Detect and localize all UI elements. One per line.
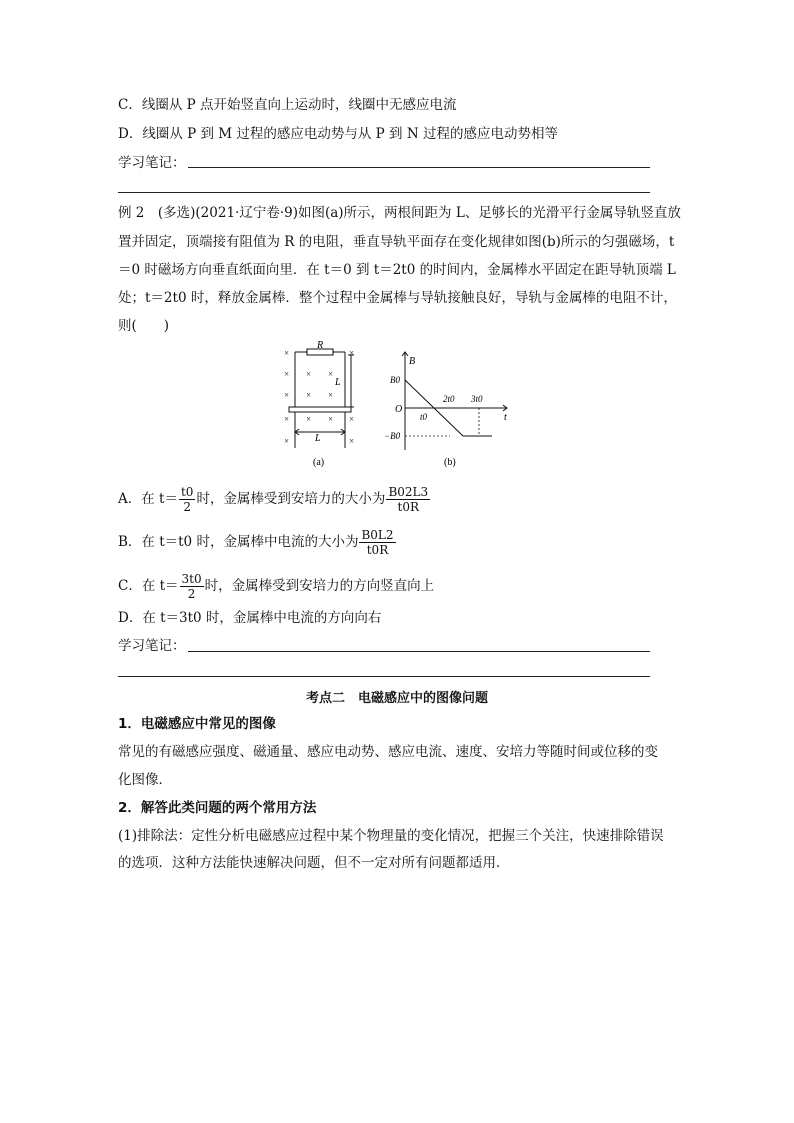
example2-line2: 置并固定，顶端接有阻值为 R 的电阻，垂直导轨平面存在变化规律如图(b)所示的匀强磁场，t [118, 234, 675, 250]
cross-mark: × [349, 436, 355, 446]
cross-mark: × [328, 369, 334, 379]
divider-1 [118, 192, 650, 193]
option-d-prev: D．线圈从 P 到 M 过程的感应电动势与从 P 到 N 过程的感应电动势相等 [118, 126, 558, 142]
option-c-prev: C．线圈从 P 点开始竖直向上运动时，线圈中无感应电流 [118, 97, 457, 113]
option-a: A．在 t＝ $\frac{t0}{2}$ 时，金属棒受到安培力的大小为 $\frac{B02L3}{t0R}$ [118, 485, 429, 514]
cross-mark: × [306, 414, 312, 424]
study-notes-label-1: 学习笔记： [118, 155, 186, 171]
option-b: B．在 t＝t0 时，金属棒中电流的大小为 $\frac{B0L2}{t0R}$ [118, 528, 394, 557]
example2-line3: ＝0 时磁场方向垂直纸面向里．在 t＝0 到 t＝2t0 的时间内，金属棒水平固定在距导轨顶端 L [118, 262, 676, 278]
cross-mark: × [284, 436, 290, 446]
graph-guides [405, 408, 479, 436]
t-axis-label: t [504, 412, 507, 423]
cross-mark: × [284, 390, 290, 400]
origin-label: O [395, 404, 403, 415]
fraction-t0-over-2: $\frac{t0}{2}$ [180, 485, 194, 514]
item2-text1: (1)排除法：定性分析电磁感应过程中某个物理量的变化情况，把握三个关注，快速排除错误 [118, 828, 664, 844]
cross-mark: × [306, 369, 312, 379]
cross-mark: × [328, 414, 334, 424]
2t0-label: 2t0 [443, 394, 455, 404]
force-formula: $\frac{B02L3}{t0R}$ [388, 485, 429, 514]
example2-line1: 例 2 (多选)(2021·辽宁卷·9)如图(a)所示，两根间距为 L、足够长的光滑平行金属导轨竖直放 [118, 205, 681, 221]
item2-text2: 的选项．这种方法能快速解决问题，但不一定对所有问题都适用． [118, 855, 510, 871]
divider-2 [118, 676, 650, 677]
3t0-label: 3t0 [471, 394, 483, 404]
cross-mark: × [328, 390, 334, 400]
current-formula: $\frac{B0L2}{t0R}$ [361, 528, 394, 557]
cross-mark: × [349, 348, 355, 358]
figure-b-label: (b) [444, 457, 456, 468]
item2-title: 2．解答此类问题的两个常用方法 [118, 800, 317, 816]
item1-title: 1．电磁感应中常见的图像 [118, 716, 276, 732]
note-input-line-2[interactable] [188, 651, 650, 652]
section-title: 考点二 电磁感应中的图像问题 [305, 691, 488, 706]
option-d: D．在 t＝3t0 时，金属棒中电流的方向向右 [118, 610, 382, 626]
figure [275, 340, 525, 470]
b-axis-label: B [409, 356, 416, 367]
option-c: C．在 t＝ $\frac{3t0}{2}$ 时，金属棒受到安培力的方向竖直向上 [118, 572, 435, 601]
fraction-3t0-over-2: $\frac{3t0}{2}$ [181, 572, 202, 601]
figure-b [384, 352, 507, 468]
cross-mark: × [349, 414, 355, 424]
resistor-label: R [317, 340, 324, 351]
b0-label: B0 [390, 375, 400, 385]
t0-label: t0 [420, 412, 428, 422]
example2-line4: 处；t＝2t0 时，释放金属棒．整个过程中金属棒与导轨接触良好，导轨与金属棒的电阻不计， [118, 290, 677, 306]
item1-text2: 化图像． [118, 772, 172, 788]
bottom-length-label: L [315, 433, 321, 444]
cross-mark: × [284, 414, 290, 424]
example2-line5: 则( ) [118, 318, 170, 334]
figure-a-label: (a) [313, 457, 325, 468]
neg-b0-label: −B0 [384, 431, 401, 441]
side-length-label: L [335, 377, 341, 388]
cross-mark: × [306, 390, 312, 400]
item1-text1: 常见的有磁感应强度、磁通量、感应电动势、感应电流、速度、安培力等随时间或位移的变 [118, 744, 658, 760]
cross-mark: × [284, 348, 290, 358]
study-notes-label-2: 学习笔记： [118, 638, 186, 654]
figure-a [289, 349, 354, 448]
cross-mark: × [284, 369, 290, 379]
note-input-line-1[interactable] [188, 167, 650, 168]
